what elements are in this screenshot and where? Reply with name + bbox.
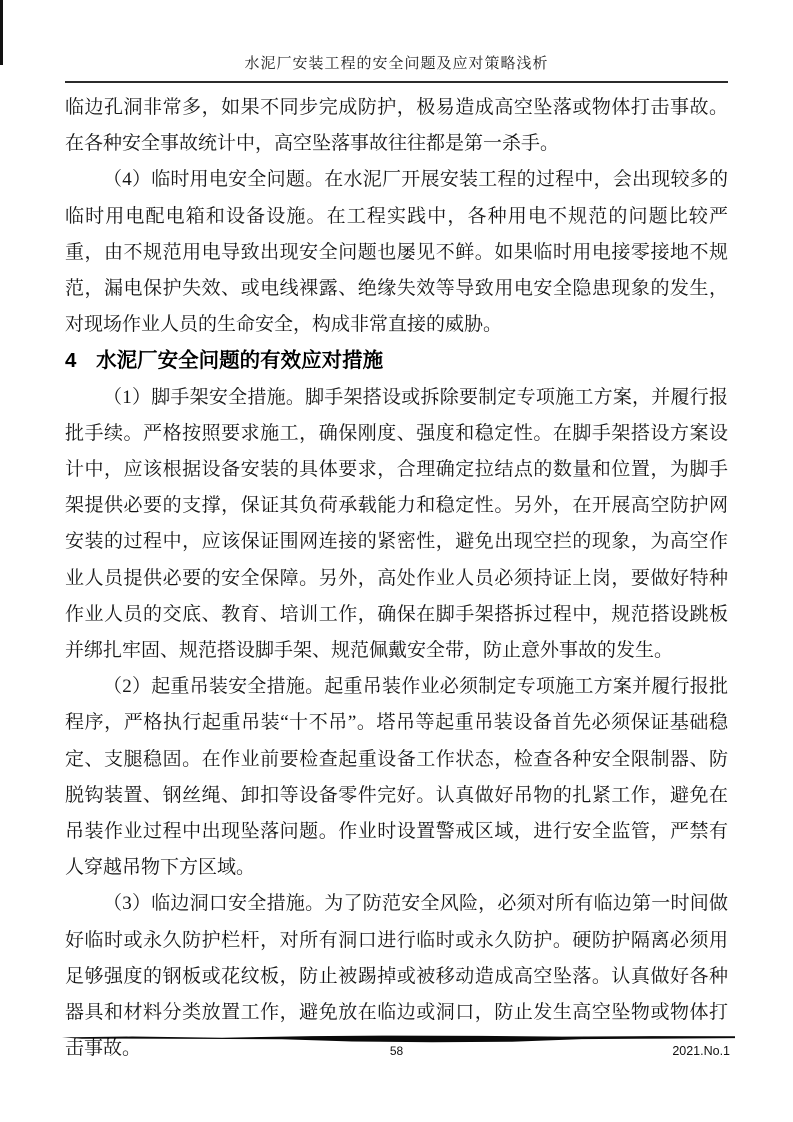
paragraph-scaffold-measures: （1）脚手架安全措施。脚手架搭设或拆除要制定专项施工方案，并履行报批手续。严格按照要求施工，确保刚度、强度和稳定性。在脚手架搭设方案设计中，应该根据设备安装的具体要求，合理确定拉结点的数量和位置，为脚手架提供必要的支撑，保证其负荷承载能力和稳定性。另外，在开展高空防护网安装的过程中，应该保证围网连接的紧密性，避免出现空拦的现象，为高空作业人员提供必要的安全保障。另外，高处作业人员必须持证上岗，要做好特种作业人员的交底、教育、培训工作，确保在脚手架搭拆过程中，规范搭设跳板并绑扎牢固、规范搭设脚手架、规范佩戴安全带，防止意外事故的发生。 [65, 386, 728, 662]
footer-rule [62, 1034, 735, 1044]
paragraph-temporary-power: （4）临时用电安全问题。在水泥厂开展安装工程的过程中，会出现较多的临时用电配电箱和设备设施。在工程实践中，各种用电不规范的问题比较严重，由不规范用电导致出现安全问题也屡见不鲜。如果临时用电接零接地不规范，漏电保护失效、或电线裸露、绝缘失效等导致用电安全隐患现象的发生，对现场作业人员的生命安全，构成非常直接的威胁。 [65, 169, 728, 336]
paragraph-edge-opening-measures: （3）临边洞口安全措施。为了防范安全风险，必须对所有临边第一时间做好临时或永久防护栏杆，对所有洞口进行临时或永久防护。硬防护隔离必须用足够强度的钢板或花纹板，防止被踢掉或被移动造成高空坠落。认真做好各种器具和材料分类放置工作，避免放在临边或洞口，防止发生高空坠物或物体打击事故。 [65, 893, 728, 1060]
page-number: 58 [389, 1044, 404, 1058]
article-body [65, 90, 728, 1067]
issue-label: 2021.No.1 [672, 1044, 730, 1058]
section-title: 水泥厂安全问题的有效应对措施 [96, 349, 384, 373]
section-heading [65, 343, 728, 379]
paragraph-falling-hazards: 临边孔洞非常多，如果不同步完成防护，极易造成高空坠落或物体打击事故。在各种安全事故统计中，高空坠落事故往往都是第一杀手。 [65, 97, 728, 155]
section-number: 4 [65, 349, 77, 373]
running-head [65, 52, 728, 83]
scan-artifact [0, 0, 3, 65]
running-head-title: 水泥厂安装工程的安全问题及应对策略浅析 [244, 56, 549, 72]
paragraph-lifting-measures: （2）起重吊装安全措施。起重吊装作业必须制定专项施工方案并履行报批程序，严格执行起重吊装“十不吊”。塔吊等起重吊装设备首先必须保证基础稳定、支腿稳固。在作业前要检查起重设备工作状态，检查各种安全限制器、防脱钩装置、钢丝绳、卸扣等设备零件完好。认真做好吊物的扎紧工作，避免在吊装作业过程中出现坠落问题。作业时设置警戒区域，进行安全监管，严禁有人穿越吊物下方区域。 [65, 676, 728, 879]
